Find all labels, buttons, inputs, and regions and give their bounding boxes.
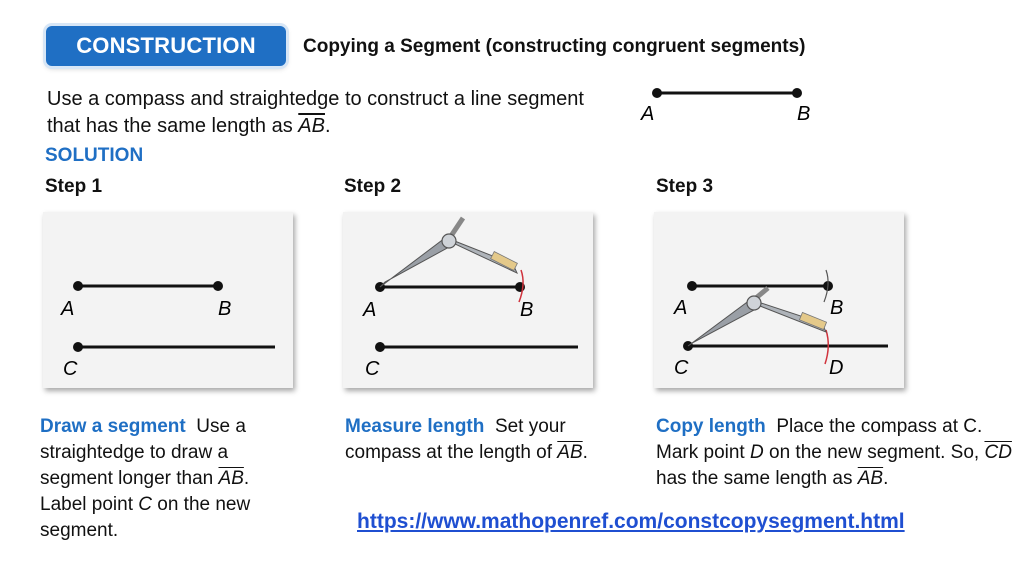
step-1-text-2: . Label point	[40, 468, 250, 515]
step-1-text: Use a straightedge to draw a segment longer than	[40, 416, 246, 489]
label-b: B	[797, 103, 811, 125]
step-3-text-2: on the new segment. So,	[763, 442, 985, 463]
step-2-text-2: .	[582, 442, 588, 463]
step-2-diagram	[343, 212, 593, 388]
step-3-heading: Step 3	[656, 176, 714, 197]
step-3-lead: Copy length	[656, 416, 766, 437]
segment-cd-notation: $\overline{CD}$	[984, 442, 1012, 463]
segment-ab-notation: $\overline{AB}$	[557, 442, 583, 463]
step-3-diagram	[654, 212, 904, 388]
construction-badge: CONSTRUCTION	[46, 26, 286, 66]
label-d: D	[829, 357, 844, 379]
label-a: A	[641, 103, 655, 125]
segment-ab-notation: $\overline{AB}$	[857, 468, 884, 489]
segment-ab-notation: $\overline{AB}$	[218, 468, 244, 489]
step-1-text-3: on the new segment.	[40, 494, 251, 541]
label-b: B	[218, 298, 232, 320]
intro-text	[47, 86, 584, 140]
label-c: C	[365, 358, 380, 380]
label-a: A	[363, 299, 377, 321]
point-b	[792, 88, 802, 98]
compass-icon	[688, 288, 827, 346]
point-d-label: D	[749, 442, 764, 463]
compass-icon	[380, 218, 517, 287]
step-1-heading: Step 1	[45, 176, 103, 197]
step-1-diagram	[43, 212, 293, 388]
step-2-heading: Step 2	[344, 176, 402, 197]
step-3-text-4: .	[883, 468, 889, 489]
intro-line-2-text: that has the same length as	[47, 115, 299, 137]
step-3-description	[656, 414, 1016, 492]
intro-line-2	[47, 113, 584, 140]
reference-link[interactable]: https://www.mathopenref.com/constcopysegment.html	[357, 510, 905, 533]
page-title: Copying a Segment (constructing congruent segments)	[303, 36, 806, 57]
intro-line-1: Use a compass and straightedge to construct a line segment	[47, 88, 584, 110]
solution-heading: SOLUTION	[45, 145, 144, 166]
point-a	[652, 88, 662, 98]
step-3-text: Place the compass at C. Mark point	[656, 416, 983, 463]
step-2-lead: Measure length	[345, 416, 485, 437]
segment-ab-figure	[630, 80, 830, 130]
step-1-description	[40, 414, 290, 544]
intro-period: .	[324, 115, 331, 137]
label-c: C	[63, 358, 78, 380]
step-1-lead: Draw a segment	[40, 416, 186, 437]
label-c: C	[674, 357, 689, 379]
step-2-description	[345, 414, 635, 466]
label-a: A	[674, 297, 688, 319]
point-c-label: C	[138, 494, 152, 515]
step-3-text-3: has the same length as	[656, 468, 858, 489]
label-b: B	[520, 299, 534, 321]
label-a: A	[61, 298, 75, 320]
step-2-text: Set your compass at the length of	[345, 416, 566, 463]
segment-ab-notation: $\overline{AB}$	[298, 115, 325, 137]
label-b: B	[830, 297, 844, 319]
